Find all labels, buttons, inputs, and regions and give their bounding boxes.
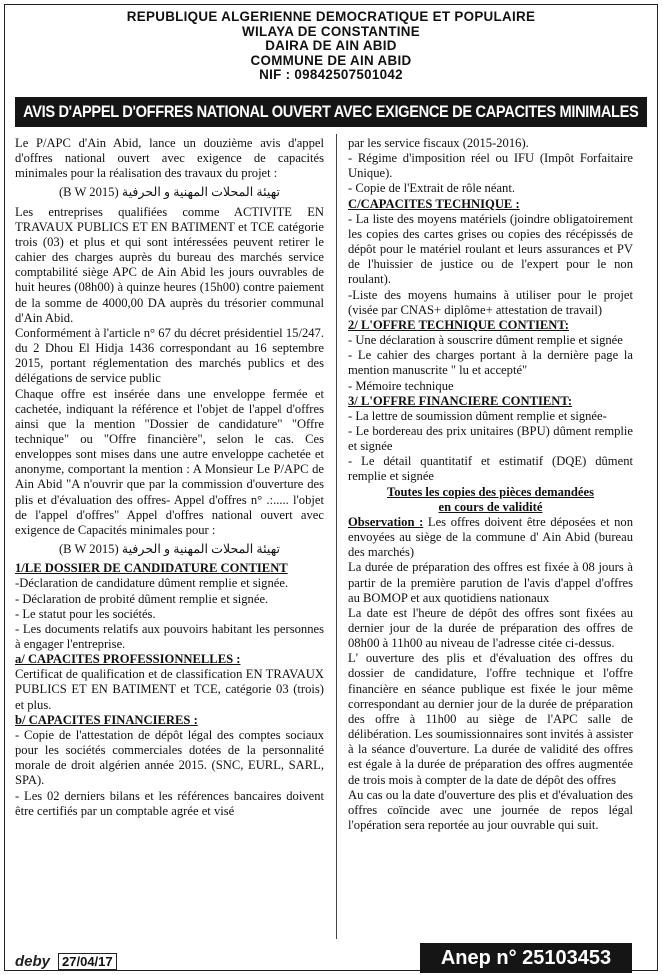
list-item: - Le cahier des charges portant à la dernière page la mention manuscrite " lu et accepté" — [348, 348, 633, 378]
observation-label: Observation : — [348, 514, 424, 529]
header-line-commune: COMMUNE DE AIN ABID — [250, 52, 412, 68]
list-item: - Le bordereau des prix unitaires (BPU) dûment remplie et signée — [348, 423, 633, 454]
envelope-paragraph: Chaque offre est insérée dans une enveloppe fermée et cachetée, indiquant la référence et l'objet de l'appel d'offres ainsi que la mention "Dossier de candidature" "Offre technique" ou "Offre financière", selon le cas. Ces enveloppes sont mises dans une autre enveloppe cachetée et anonyme, comportant la mention : A Monsieur Le P/APC de Ain Abid "A n'ouvrir que par la commission d'ouverture des plis et d'évaluation des offres- Appel d'offres n° .:..... l'objet de l'appel d'offres" Appel d'offres national ouvert avec exigence de Capacités minimales pour : — [15, 386, 324, 537]
header-line-republic: REPUBLIQUE ALGERIENNE DEMOCRATIQUE ET POPULAIRE — [126, 9, 536, 24]
professional-capacities-text: Certificat de qualification et de classification EN TRAVAUX PUBLICS ET EN BATIMENT et TCE, catégorie 03 (trois) et plus. — [15, 667, 324, 712]
observation-paragraph — [348, 515, 633, 560]
footer — [15, 952, 190, 970]
right-column — [348, 136, 633, 833]
list-item: - Copie de l'attestation de dépôt légal des comptes sociaux pour les sociétés commerciales dotées de la personnalité morale de droit algérien année 2015. (SNC, EURL, SARL, SPA). — [15, 727, 324, 788]
header-line-nif: NIF : 09842507501042 — [259, 67, 403, 83]
publication-date: 27/04/17 — [58, 953, 117, 970]
candidature-heading: 1/LE DOSSIER DE CANDIDATURE CONTIENT — [15, 561, 288, 576]
list-item: - Les 02 derniers bilans et les références bancaires doivent être certifiés par un comptable agrée et visé — [15, 788, 324, 818]
continued-text: par les service fiscaux (2015-2016). — [348, 136, 529, 150]
validity-note-line2: en cours de validité — [438, 499, 543, 514]
technical-capacities-heading: C/CAPACITES TECHNIQUE : — [348, 196, 520, 211]
list-item: - Les documents relatifs aux pouvoirs habitant les personnes à engager l'entreprise. — [15, 621, 324, 651]
financial-offer-heading: 3/ L'OFFRE FINANCIERE CONTIENT: — [348, 393, 573, 408]
list-item: - La lettre de soumission dûment remplie et signée- — [348, 408, 607, 423]
opening-paragraph: L' ouverture des plis et d'évaluation des offres du dossier de candidature, l'offre technique et l'offre financière en séance publique est fixée le jour même correspondant au dernier jour de la durée de préparation des offre à 11h00 au siège de l'APC salle de délibération. Les soumissionnaires sont invités à assister à la séance d'ouverture. La durée de validité des offres est égale à la durée de préparation des offres augmentée de trois mois à compter de la date de dépôt des offres — [348, 651, 633, 787]
publisher-logo: deby — [15, 952, 51, 970]
technical-offer-heading: 2/ L'OFFRE TECHNIQUE CONTIENT: — [348, 317, 570, 332]
title-text: AVIS D'APPEL D'OFFRES NATIONAL OUVERT AVEC EXIGENCE DE CAPACITES MINIMALES — [23, 102, 639, 121]
validity-note-line1: Toutes les copies des pièces demandées — [387, 484, 594, 499]
anep-reference — [420, 943, 632, 973]
list-item: - Le détail quantitatif et estimatif (DQE) dûment remplie et signée — [348, 454, 633, 484]
header-line-wilaya: WILAYA DE CONSTANTINE — [242, 23, 420, 39]
anep-number: Anep n° 25103453 — [440, 946, 612, 969]
list-item: -Déclaration de candidature dûment remplie et signée. — [15, 576, 289, 591]
left-column — [15, 136, 324, 819]
professional-capacities-heading: a/ CAPACITES PROFESSIONNELLES : — [15, 652, 241, 667]
header — [0, 10, 662, 83]
header-line-daira: DAIRA DE AIN ABID — [265, 38, 397, 54]
deposit-paragraph: La date est l'heure de dépôt des offres sont fixées au dernier jour de la durée de préparation des offres de 08h00 à 11h00 au niveau de l'adresse citée ci-dessus. — [348, 605, 633, 651]
financial-capacities-heading: b/ CAPACITES FINANCIERES : — [15, 712, 198, 727]
intro-paragraph: Le P/APC d'Ain Abid, lance un douzième avis d'appel d'offres national ouvert avec exigence de capacités minimales pour la réalisation des travaux du projet : — [15, 136, 324, 181]
duration-paragraph: La durée de préparation des offres est fixée à 08 jours à partir de la première parution de l'avis d'appel d'offres au BOMOP et aux quotidiens nationaux — [348, 560, 633, 605]
project-title-arabic-2: تهيئة المحلات المهنية و الحرفية (B W 2015) — [58, 542, 281, 557]
title-banner — [15, 97, 647, 127]
list-item: - Copie de l'Extrait de rôle néant. — [348, 181, 515, 196]
project-title-arabic: تهيئة المحلات المهنية و الحرفية (B W 2015) — [58, 185, 281, 200]
list-item: - Régime d'imposition réel ou IFU (Impôt Forfaitaire Unique). — [348, 151, 633, 181]
eligibility-paragraph: Les entreprises qualifiées comme ACTIVITE EN TRAVAUX PUBLICS ET EN BATIMENT et TCE catégorie trois (03) et plus et qui sont intéressées peuvent retirer le cahier des charges auprès du bureau des marchés service comptabilité siège APC de Ain Abid les jours ouvrables de huit heures (08h00) à quinze heures (15h00) contre paiement de la somme de 4000,00 DA auprès du trésorier communal d'Ain Abid. — [15, 204, 324, 325]
holiday-paragraph: Au cas ou la date d'ouverture des plis et d'évaluation des offres coïncide avec une journée de repos légal l'opération sera reportée au jour ouvrable qui suit. — [348, 787, 633, 833]
list-item: - Le statut pour les sociétés. — [15, 606, 156, 621]
list-item: - Mémoire technique — [348, 378, 454, 393]
list-item: - Une déclaration à souscrire dûment remplie et signée — [348, 333, 623, 348]
regulation-paragraph: Conformément à l'article n° 67 du décret présidentiel 15/247. du 2 Dhou El Hidja 1436 correspondant au 16 septembre 2015, portant réglementation des marchés publics et des délégations de service public — [15, 325, 324, 386]
observation-text: Les offres doivent être déposées et non envoyées au siège de la commune d' Ain Abid (bureau des marchés) — [348, 514, 634, 560]
list-item: -Liste des moyens humains à utiliser pour le projet (visée par CNAS+ diplôme+ attestation de travail) — [348, 287, 633, 317]
column-divider — [336, 134, 337, 939]
list-item: - La liste des moyens matériels (joindre obligatoirement les copies des cartes grises ou copies des récépissés de dépôt pour le matériel roulant et leurs assurances et PV de l'huissier de justice ou de l'expert pour le non roulant). — [348, 211, 633, 287]
list-item: - Déclaration de probité dûment remplie et signée. — [15, 591, 269, 606]
